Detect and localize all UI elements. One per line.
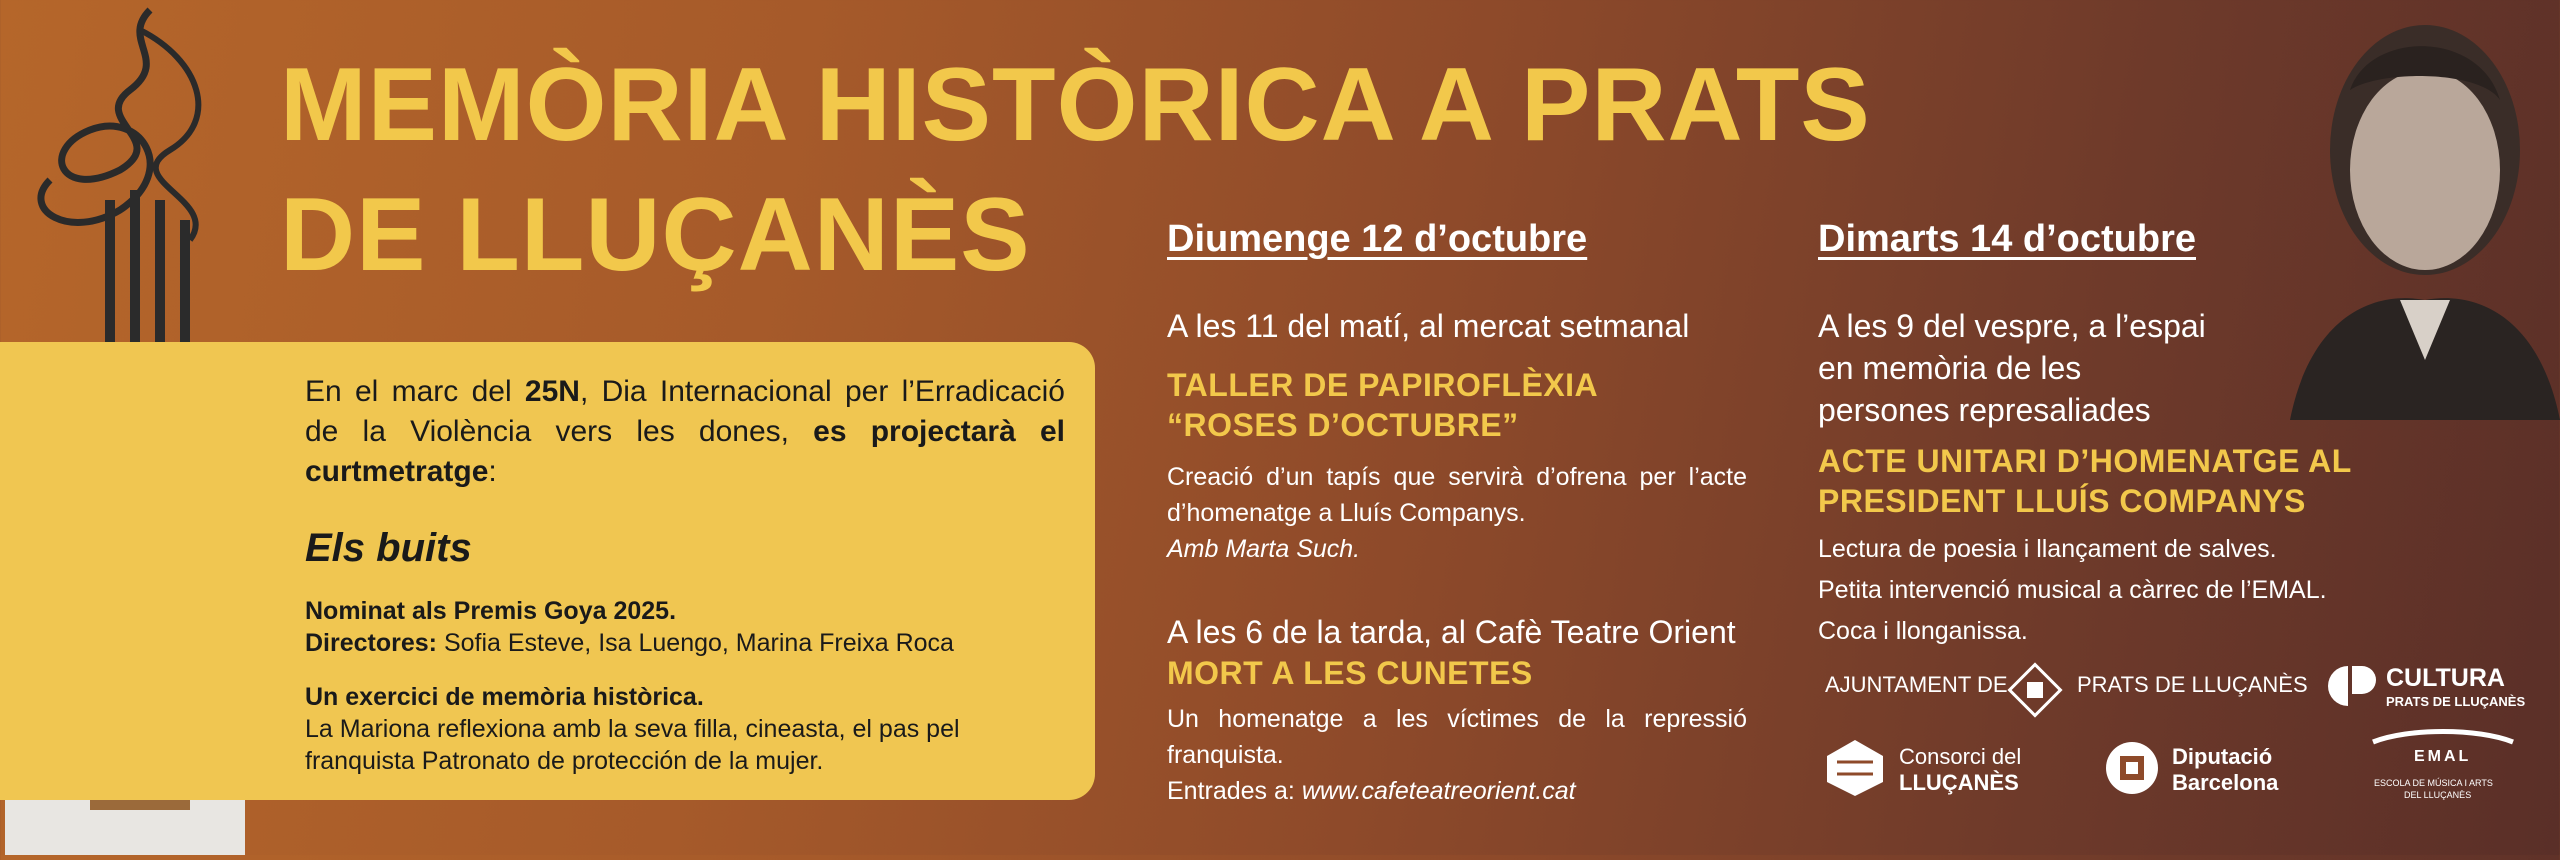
title-line-2: DE LLUÇANÈS — [280, 177, 1031, 293]
synopsis-text: La Mariona reflexiona amb la seva filla, cineasta, el pas pel franquista Patronato de protección de la mujer. — [305, 715, 960, 775]
event-mort-cunetes-desc: Un homenatge a les víctimes de la repressió franquista. — [1167, 705, 1747, 769]
tickets-url[interactable]: www.cafeteatreorient.cat — [1301, 777, 1576, 805]
sunday-column — [1167, 218, 1747, 809]
tuesday-time-line3: persones represaliades — [1818, 392, 2151, 428]
event-papiroflexia-desc: Creació d’un tapís que servirà d’ofrena per l’acte d’homenatge a Lluís Companys. — [1167, 463, 1747, 527]
emal-icon — [2368, 726, 2518, 746]
cultura-logo — [2328, 664, 2528, 714]
screening-info-box — [0, 342, 1095, 800]
consorci-text-2: LLUÇANÈS — [1899, 770, 2019, 795]
film-synopsis — [305, 681, 1065, 777]
diputacio-logo — [2104, 738, 2294, 798]
tuesday-column — [1818, 218, 2478, 652]
intro-bold-25n: 25N — [524, 375, 580, 408]
event-papiroflexia-host: Amb Marta Such. — [1167, 535, 1361, 563]
nominated-text: Nominat als Premis Goya 2025. — [305, 597, 677, 625]
homenatge-item-2: Petita intervenció musical a càrrec de l’EMAL. — [1818, 576, 2327, 604]
screening-intro — [305, 372, 1065, 492]
directors-label: Directores: — [305, 629, 437, 657]
intro-text-2: , Dia Internacional per l’Erradicació de la Violència vers les dones, — [305, 375, 1065, 448]
prats-crest-icon — [2005, 660, 2065, 720]
title-line-1: MEMÒRIA HISTÒRICA A PRATS — [280, 47, 1871, 163]
tuesday-date: Dimarts 14 d’octubre — [1818, 218, 2196, 260]
tickets-line — [1167, 773, 1747, 809]
event-papiroflexia-line2: “ROSES D’OCTUBRE” — [1167, 407, 1519, 443]
diputacio-icon — [2104, 740, 2160, 796]
sunday-date: Diumenge 12 d’octubre — [1167, 218, 1588, 260]
tickets-label: Entrades a: — [1167, 777, 1302, 805]
tuesday-time-line2: en memòria de les — [1818, 350, 2082, 386]
consorci-text-1: Consorci del — [1899, 744, 2022, 769]
emal-logo — [2368, 726, 2528, 816]
cultura-subtext: PRATS DE LLUÇANÈS — [2386, 694, 2526, 709]
diputacio-text-2: Barcelona — [2172, 770, 2279, 795]
film-credits — [305, 595, 1065, 659]
event-papiroflexia-line1: TALLER DE PAPIROFLÈXIA — [1167, 367, 1599, 403]
emal-text: EMAL — [2414, 748, 2472, 765]
sunday-time-1: A les 11 del matí, al mercat setmanal — [1167, 308, 1690, 344]
tuesday-time-line1: A les 9 del vespre, a l’espai — [1818, 308, 2206, 344]
cultura-icon — [2328, 666, 2380, 706]
ajuntament-text-right: PRATS DE LLUÇANÈS — [2077, 672, 2308, 697]
directors-names: Sofia Esteve, Isa Luengo, Marina Freixa Roca — [437, 629, 954, 657]
homenatge-item-3: Coca i llonganissa. — [1818, 617, 2028, 645]
ajuntament-text-left: AJUNTAMENT DE — [1825, 672, 2008, 697]
homenatge-item-1: Lectura de poesia i llançament de salves. — [1818, 535, 2277, 563]
event-homenatge-line1: ACTE UNITARI D’HOMENATGE AL — [1818, 443, 2352, 479]
film-title: Els buits — [305, 526, 472, 570]
intro-bold-projection: es projectarà el curtmetratge — [305, 415, 1066, 488]
consorci-icon — [1823, 738, 1887, 798]
event-mort-cunetes: MORT A LES CUNETES — [1167, 655, 1533, 691]
emal-subtext-2: DEL LLUÇANÈS — [2404, 790, 2472, 800]
intro-text-1: En el marc del — [305, 375, 525, 408]
synopsis-title: Un exercici de memòria històrica. — [305, 683, 704, 711]
diputacio-text-1: Diputació — [2172, 744, 2273, 769]
ajuntament-logo — [1825, 660, 2308, 710]
sunday-time-2: A les 6 de la tarda, al Cafè Teatre Orient — [1167, 614, 1736, 650]
intro-text-3: : — [488, 455, 497, 488]
cultura-text: CULTURA — [2386, 664, 2505, 692]
emal-subtext-1: ESCOLA DE MÚSICA I ARTS — [2374, 778, 2493, 788]
consorci-logo — [1823, 738, 2053, 798]
event-homenatge-line2: PRESIDENT LLUÍS COMPANYS — [1818, 483, 2306, 519]
